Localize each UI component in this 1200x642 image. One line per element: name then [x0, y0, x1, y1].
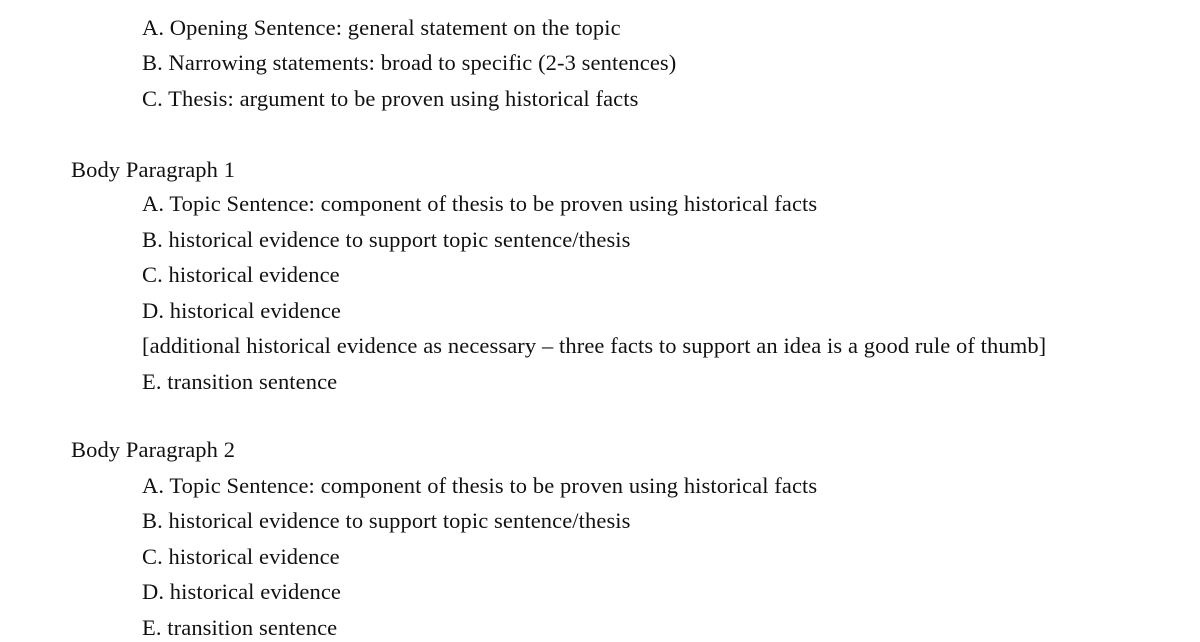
body-paragraph-1-item-transition: E. transition sentence — [142, 369, 338, 394]
body-paragraph-1-item-additional-note: [additional historical evidence as necessary – three facts to support an idea is a good rule of thumb] — [142, 333, 1047, 358]
intro-item-opening-sentence: A. Opening Sentence: general statement on the topic — [142, 15, 621, 40]
body-paragraph-1-item-evidence-c: C. historical evidence — [142, 262, 340, 287]
body-paragraph-2-heading: Body Paragraph 2 — [71, 437, 236, 462]
body-paragraph-2-item-topic-sentence: A. Topic Sentence: component of thesis to be proven using historical facts — [142, 473, 818, 498]
intro-item-thesis: C. Thesis: argument to be proven using historical facts — [142, 86, 639, 111]
body-paragraph-1-item-evidence-b: B. historical evidence to support topic sentence/thesis — [142, 227, 631, 252]
body-paragraph-2-item-transition: E. transition sentence — [142, 615, 338, 640]
body-paragraph-2-item-evidence-c: C. historical evidence — [142, 544, 340, 569]
body-paragraph-1-heading: Body Paragraph 1 — [71, 157, 236, 182]
body-paragraph-1-item-evidence-d: D. historical evidence — [142, 298, 341, 323]
intro-item-narrowing-statements: B. Narrowing statements: broad to specific (2-3 sentences) — [142, 50, 677, 75]
body-paragraph-1-item-topic-sentence: A. Topic Sentence: component of thesis to be proven using historical facts — [142, 191, 818, 216]
body-paragraph-2-item-evidence-b: B. historical evidence to support topic sentence/thesis — [142, 508, 631, 533]
body-paragraph-2-item-evidence-d: D. historical evidence — [142, 579, 341, 604]
